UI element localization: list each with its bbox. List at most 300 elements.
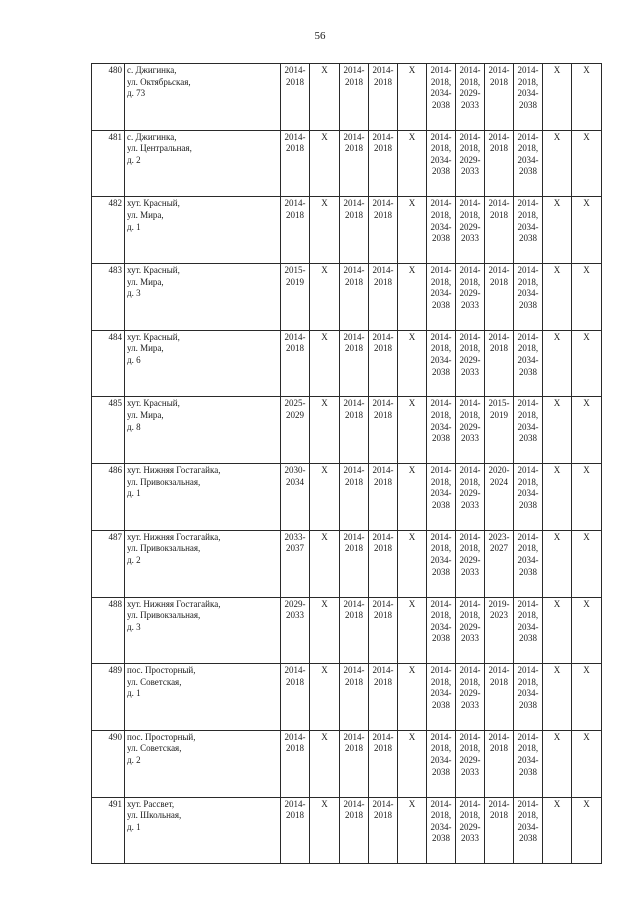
table-body [92,64,602,864]
period-line: 2014- [430,65,452,75]
period-cell [427,64,456,131]
period-cell [281,730,310,797]
not-applicable-mark: X [572,330,602,397]
period-line: 2014- [343,531,365,542]
table-row [92,730,602,797]
period-line: 2034- [517,555,539,565]
period-line: 2018, [517,676,539,687]
period-cell [456,397,485,464]
not-applicable-mark: X [398,464,427,531]
period-line: 2014- [488,131,510,142]
period-line: 2029- [459,354,481,365]
period-line: 2014- [459,131,481,142]
period-cell [427,464,456,531]
period-cell [456,530,485,597]
period-line: 2018 [374,610,392,621]
period-line: 2014- [343,598,365,609]
period-line: 2029- [459,555,481,565]
period-cell [427,797,456,864]
period-line: 2038 [432,166,450,177]
row-number-cell: 488 [92,597,125,664]
period-line: 2029- [459,221,481,232]
period-line: 2014- [372,465,394,476]
period-cell [427,730,456,797]
period-cell [514,397,543,464]
address-line: хут. Рассвет, [127,798,175,809]
period-line: 2014- [459,398,481,409]
period-line: 2029- [459,688,481,699]
period-line: 2018, [459,343,481,354]
not-applicable-mark: X [572,64,602,131]
period-line: 2014- [372,798,394,809]
period-line: 2018, [459,209,481,220]
period-line: 2018, [430,410,452,421]
period-line: 2023 [490,610,508,621]
period-line: 2018 [374,743,392,754]
address-cell [125,130,281,197]
not-applicable-mark: X [310,330,340,397]
address-cell [125,330,281,397]
period-line: 2029- [459,621,481,632]
period-cell [340,64,369,131]
not-applicable-mark: X [543,64,572,131]
period-cell [369,664,398,731]
period-cell [456,464,485,531]
period-cell [456,197,485,264]
period-line: 2014- [430,265,452,276]
not-applicable-mark: X [572,797,602,864]
period-line: 2018 [490,676,508,687]
period-line: 2014- [430,665,452,676]
period-line: 2014- [372,531,394,542]
period-line: 2018, [430,343,452,354]
period-line: 2033- [284,531,306,542]
period-line: 2033 [461,99,479,110]
address-cell [125,264,281,331]
period-line: 2018, [459,743,481,754]
period-cell [281,264,310,331]
period-line: 2018 [286,810,304,821]
period-line: 2038 [432,566,450,577]
period-line: 2014- [372,65,394,75]
period-line: 2038 [519,233,537,244]
period-line: 2014- [372,131,394,142]
address-cell [125,64,281,131]
period-line: 2025- [284,398,306,409]
period-cell [514,264,543,331]
period-cell [456,730,485,797]
address-line: хут. Нижняя Гостагайка, [127,598,221,609]
period-line: 2018, [430,810,452,821]
table-row [92,397,602,464]
period-line: 2023- [488,531,510,542]
period-line: 2014- [430,131,452,142]
address-line: ул. Мира, [127,410,164,421]
period-line: 2034- [430,421,452,432]
period-line: 2014- [517,331,539,342]
not-applicable-mark: X [572,730,602,797]
period-line: 2014- [517,598,539,609]
period-line: 2033 [461,766,479,777]
period-line: 2033 [461,633,479,644]
period-line: 2014- [284,665,306,676]
period-line: 2018 [286,76,304,87]
period-line: 2014- [343,65,365,75]
period-line: 2018, [430,676,452,687]
row-number-cell: 491 [92,797,125,864]
row-number-cell: 482 [92,197,125,264]
period-line: 2018 [286,343,304,354]
period-line: 2038 [519,633,537,644]
period-line: 2038 [519,699,537,710]
period-line: 2018 [286,209,304,220]
period-line: 2018, [459,476,481,487]
period-cell [369,197,398,264]
not-applicable-mark: X [310,64,340,131]
address-line: хут. Красный, [127,265,180,276]
period-line: 2014- [488,731,510,742]
period-cell [340,797,369,864]
period-line: 2027 [490,543,508,554]
period-line: 2018 [345,676,363,687]
period-cell [485,530,514,597]
period-line: 2018 [374,676,392,687]
period-line: 2014- [372,198,394,209]
period-line: 2019 [286,276,304,287]
period-cell [514,464,543,531]
period-cell [485,197,514,264]
period-line: 2015- [488,398,510,409]
period-line: 2018 [286,743,304,754]
period-line: 2024 [490,476,508,487]
period-line: 2014- [430,598,452,609]
period-line: 2029- [459,421,481,432]
not-applicable-mark: X [310,197,340,264]
not-applicable-mark: X [543,797,572,864]
period-cell [427,597,456,664]
period-line: 2018, [517,209,539,220]
period-line: 2014- [459,465,481,476]
period-cell [456,797,485,864]
period-line: 2018 [345,343,363,354]
period-line: 2014- [488,265,510,276]
period-cell [514,797,543,864]
period-cell [340,264,369,331]
period-cell [369,264,398,331]
period-line: 2014- [517,465,539,476]
period-line: 2018, [459,676,481,687]
period-cell [456,664,485,731]
period-line: 2014- [343,465,365,476]
address-line: хут. Красный, [127,331,180,342]
address-line: с. Джигинка, [127,131,177,142]
not-applicable-mark: X [310,530,340,597]
period-cell [369,597,398,664]
period-cell [514,530,543,597]
page-number: 56 [314,30,326,42]
period-line: 2014- [459,598,481,609]
period-line: 2018, [430,743,452,754]
period-line: 2034- [517,688,539,699]
period-cell [485,464,514,531]
period-line: 2018 [374,143,392,154]
period-line: 2034- [430,555,452,565]
period-cell [340,597,369,664]
period-line: 2018 [490,276,508,287]
period-cell [485,397,514,464]
period-line: 2018 [345,743,363,754]
period-line: 2033 [461,699,479,710]
period-line: 2014- [517,731,539,742]
address-line: ул. Советская, [127,676,182,687]
period-line: 2018 [374,76,392,87]
address-line: ул. Советская, [127,743,182,754]
period-line: 2018, [459,410,481,421]
period-line: 2018, [517,743,539,754]
period-cell [369,330,398,397]
period-line: 2037 [286,543,304,554]
period-cell [485,330,514,397]
period-line: 2018 [374,276,392,287]
period-line: 2018, [430,276,452,287]
period-line: 2038 [432,366,450,377]
not-applicable-mark: X [543,664,572,731]
period-line: 2014- [372,265,394,276]
address-line: д. 1 [127,688,141,699]
period-line: 2034- [517,354,539,365]
period-line: 2014- [459,665,481,676]
period-line: 2018 [345,276,363,287]
period-line: 2038 [519,566,537,577]
period-cell [514,64,543,131]
period-line: 2034- [430,488,452,499]
period-cell [369,64,398,131]
not-applicable-mark: X [398,264,427,331]
period-cell [514,130,543,197]
period-line: 2014- [284,798,306,809]
period-cell [456,597,485,664]
not-applicable-mark: X [398,330,427,397]
period-line: 2018 [374,410,392,421]
row-number-cell: 485 [92,397,125,464]
period-line: 2018 [286,676,304,687]
address-line: ул. Мира, [127,209,164,220]
period-cell [369,130,398,197]
period-line: 2029- [459,288,481,299]
period-line: 2034- [517,221,539,232]
address-cell [125,664,281,731]
address-line: д. 1 [127,488,141,499]
row-number-cell: 480 [92,64,125,131]
period-line: 2038 [432,99,450,110]
period-line: 2018, [517,810,539,821]
not-applicable-mark: X [543,130,572,197]
period-line: 2014- [517,398,539,409]
period-line: 2014- [430,465,452,476]
period-cell [514,730,543,797]
address-line: хут. Красный, [127,198,180,209]
address-line: д. 2 [127,154,141,165]
period-line: 2034- [517,288,539,299]
period-cell [281,664,310,731]
address-cell [125,197,281,264]
period-line: 2034- [517,621,539,632]
period-line: 2014- [343,731,365,742]
period-line: 2033 [461,233,479,244]
period-line: 2014- [430,198,452,209]
period-cell [514,197,543,264]
period-line: 2018 [345,410,363,421]
period-line: 2018 [374,476,392,487]
not-applicable-mark: X [398,197,427,264]
period-cell [369,397,398,464]
not-applicable-mark: X [310,130,340,197]
period-line: 2029- [459,88,481,99]
period-line: 2018, [517,276,539,287]
period-cell [427,397,456,464]
period-line: 2018, [430,610,452,621]
period-line: 2029 [286,410,304,421]
period-line: 2014- [372,731,394,742]
address-line: д. 73 [127,88,146,99]
period-cell [340,330,369,397]
period-line: 2038 [432,233,450,244]
period-line: 2018, [517,543,539,554]
not-applicable-mark: X [398,530,427,597]
address-line: ул. Привокзальная, [127,543,201,554]
period-cell [281,597,310,664]
table-row [92,130,602,197]
period-line: 2014- [459,731,481,742]
table-row [92,597,602,664]
period-line: 2018, [459,143,481,154]
address-line: хут. Красный, [127,398,180,409]
period-line: 2038 [432,766,450,777]
address-line: ул. Октябрьская, [127,76,191,87]
period-line: 2014- [430,531,452,542]
period-line: 2018, [430,543,452,554]
period-line: 2034- [517,488,539,499]
period-cell [514,597,543,664]
not-applicable-mark: X [543,597,572,664]
period-cell [456,64,485,131]
row-number-cell: 486 [92,464,125,531]
period-line: 2018 [374,209,392,220]
period-cell [340,730,369,797]
period-line: 2033 [461,566,479,577]
period-line: 2034- [517,154,539,165]
not-applicable-mark: X [572,130,602,197]
period-line: 2030- [284,465,306,476]
period-line: 2018 [490,810,508,821]
period-line: 2014- [430,331,452,342]
period-line: 2014- [343,798,365,809]
period-cell [281,330,310,397]
period-line: 2033 [286,610,304,621]
address-cell [125,797,281,864]
period-line: 2038 [519,433,537,444]
period-line: 2038 [432,433,450,444]
period-cell [427,264,456,331]
period-line: 2034- [517,88,539,99]
period-cell [427,330,456,397]
period-line: 2014- [284,198,306,209]
period-line: 2014- [343,131,365,142]
period-line: 2014- [372,398,394,409]
period-cell [485,64,514,131]
period-line: 2034- [430,154,452,165]
address-cell [125,397,281,464]
period-line: 2018 [490,743,508,754]
period-cell [427,664,456,731]
period-line: 2034- [517,755,539,766]
not-applicable-mark: X [543,397,572,464]
period-line: 2014- [517,198,539,209]
period-line: 2038 [432,299,450,310]
period-line: 2014- [459,331,481,342]
period-line: 2018, [517,610,539,621]
period-line: 2018, [517,343,539,354]
period-line: 2014- [488,798,510,809]
period-line: 2014- [343,398,365,409]
address-line: с. Джигинка, [127,65,177,75]
not-applicable-mark: X [398,664,427,731]
period-line: 2014- [517,798,539,809]
address-line: ул. Мира, [127,343,164,354]
table-row [92,530,602,597]
not-applicable-mark: X [572,597,602,664]
period-line: 2018 [374,810,392,821]
period-line: 2014- [284,65,306,75]
period-line: 2018, [459,76,481,87]
period-line: 2014- [459,798,481,809]
period-line: 2018, [430,476,452,487]
period-line: 2019 [490,410,508,421]
table-row [92,797,602,864]
not-applicable-mark: X [398,730,427,797]
period-line: 2034- [517,421,539,432]
period-line: 2034- [430,354,452,365]
period-cell [456,330,485,397]
period-line: 2018, [517,410,539,421]
period-line: 2038 [519,99,537,110]
period-cell [514,330,543,397]
table-row [92,464,602,531]
row-number-cell: 484 [92,330,125,397]
not-applicable-mark: X [572,264,602,331]
period-line: 2014- [430,731,452,742]
period-line: 2014- [343,265,365,276]
period-cell [281,197,310,264]
period-line: 2034- [430,621,452,632]
period-line: 2034 [286,476,304,487]
period-line: 2014- [284,131,306,142]
period-line: 2018 [374,343,392,354]
period-line: 2014- [488,198,510,209]
row-number-cell: 490 [92,730,125,797]
period-cell [456,264,485,331]
period-line: 2018 [345,476,363,487]
period-line: 2014- [372,665,394,676]
period-cell [485,730,514,797]
period-line: 2014- [488,665,510,676]
period-line: 2014- [372,598,394,609]
period-cell [427,530,456,597]
address-cell [125,530,281,597]
period-line: 2014- [459,531,481,542]
period-line: 2034- [430,288,452,299]
address-cell [125,730,281,797]
